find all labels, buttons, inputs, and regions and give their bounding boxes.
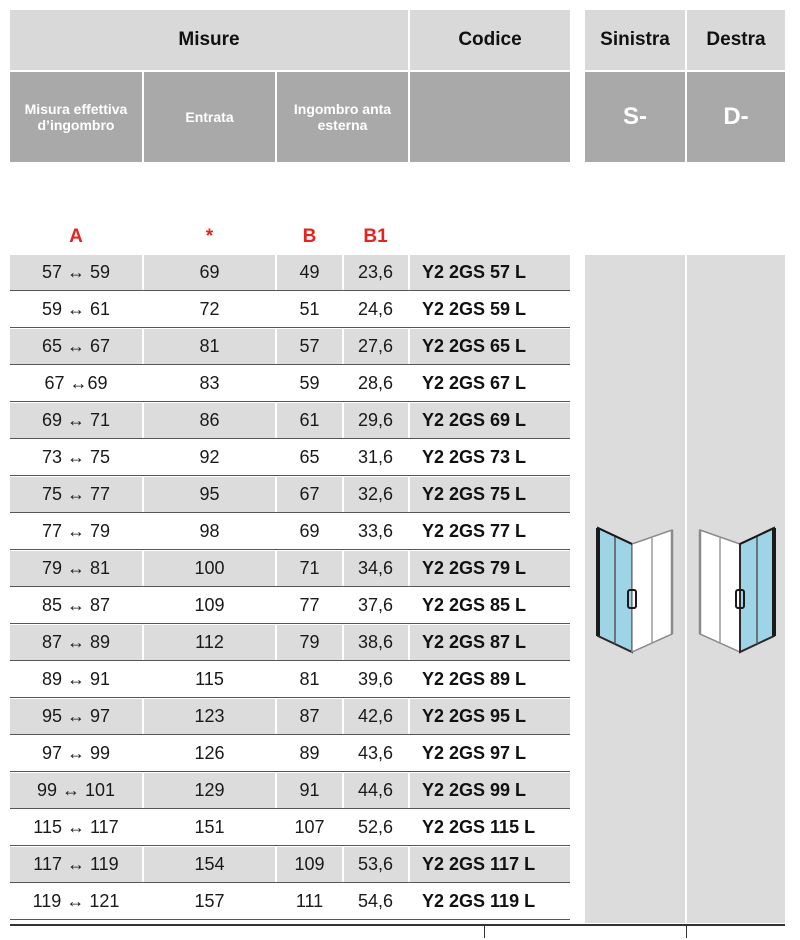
cell-code: Y2 2GS 89 L [422,669,527,689]
cell-code: Y2 2GS 79 L [422,558,527,578]
cell-a: 69 ↔ 71 [41,410,111,430]
cell-entrata: 72 [199,299,220,319]
cell-code: Y2 2GS 87 L [422,632,527,652]
header-codice: Codice [410,10,570,70]
letter-a: A [69,226,83,247]
cell-entrata: 154 [194,854,225,874]
cell-b1: 29,6 [357,410,394,430]
cell-a: 79 ↔ 81 [41,558,111,578]
table-row [10,366,570,402]
cell-entrata: 86 [199,410,220,430]
column-divider [275,255,277,290]
table-row [10,514,570,550]
table-row [10,662,570,698]
cell-b1: 33,6 [357,521,394,541]
column-divider [142,477,144,512]
column-divider [408,477,410,512]
cell-b1: 27,6 [357,336,394,356]
column-divider [342,847,344,882]
cell-code: Y2 2GS 59 L [422,299,527,319]
cell-code: Y2 2GS 65 L [422,336,527,356]
cell-entrata: 126 [194,743,225,763]
cell-a: 57 ↔ 59 [41,262,111,282]
cell-b1: 32,6 [357,484,394,504]
column-divider [142,847,144,882]
subheader-sinistra: S- [585,72,685,162]
table-row [10,329,570,365]
cell-b: 107 [294,817,325,837]
table-row [10,255,570,291]
cell-b: 61 [299,410,320,430]
table-row [10,847,570,883]
cell-code: Y2 2GS 99 L [422,780,527,800]
cell-b1: 31,6 [357,447,394,467]
cell-a: 119 ↔ 121 [32,891,120,911]
cell-a: 59 ↔ 61 [41,299,111,319]
cell-b: 77 [299,595,320,615]
shower-enclosure-left-icon [590,518,680,658]
cell-entrata: 98 [199,521,220,541]
cell-entrata: 109 [194,595,225,615]
cell-b1: 39,6 [357,669,394,689]
column-divider [142,773,144,808]
cell-a: 65 ↔ 67 [41,336,111,356]
column-divider [408,255,410,290]
column-divider [142,699,144,734]
column-divider [408,625,410,660]
cell-entrata: 123 [194,706,225,726]
shower-enclosure-right-icon [692,518,782,658]
cell-code: Y2 2GS 95 L [422,706,527,726]
table-row [10,403,570,439]
cell-b: 87 [299,706,320,726]
cell-b1: 34,6 [357,558,394,578]
table-row [10,773,570,809]
cell-code: Y2 2GS 69 L [422,410,527,430]
header-sinistra: Sinistra [585,10,685,70]
table-row [10,625,570,661]
header-destra: Destra [687,10,785,70]
cell-b1: 43,6 [357,743,394,763]
cell-entrata: 112 [195,632,224,652]
cell-code: Y2 2GS 67 L [422,373,527,393]
cell-entrata: 157 [194,891,225,911]
letter-star: * [205,226,214,247]
cell-a: 115 ↔ 117 [33,817,119,837]
subheader-misura-effettiva: Misura effettiva d’ingombro [10,72,142,162]
cell-code: Y2 2GS 97 L [422,743,527,763]
cell-b1: 42,6 [357,706,394,726]
bottom-rule [10,924,785,926]
subheader-ingombro-anta: Ingombro anta esterna [277,72,408,162]
cell-a: 67 ↔69 [44,373,108,393]
column-divider [342,329,344,364]
cell-code: Y2 2GS 85 L [422,595,527,615]
cell-entrata: 115 [195,669,224,689]
table-row [10,884,570,920]
cell-b: 49 [299,262,320,282]
cell-b1: 52,6 [357,817,394,837]
table-row [10,588,570,624]
column-divider [142,551,144,586]
column-divider [142,403,144,438]
cell-b: 51 [299,299,320,319]
column-divider [142,255,144,290]
cell-a: 99 ↔ 101 [36,780,116,800]
column-divider [275,625,277,660]
cell-b1: 38,6 [357,632,394,652]
column-divider [275,551,277,586]
bottom-tick-left [484,926,485,938]
cell-entrata: 92 [199,447,220,467]
cell-a: 95 ↔ 97 [41,706,111,726]
cell-a: 117 ↔ 119 [33,854,119,874]
column-divider [142,329,144,364]
column-divider [408,847,410,882]
header-misure: Misure [10,10,408,70]
column-divider [275,699,277,734]
column-divider [342,403,344,438]
cell-entrata: 151 [194,817,225,837]
column-divider [342,255,344,290]
cell-a: 89 ↔ 91 [41,669,111,689]
cell-b1: 54,6 [357,891,394,911]
table-row [10,551,570,587]
subheader-entrata: Entrata [144,72,275,162]
cell-b: 71 [299,558,320,578]
cell-entrata: 100 [194,558,225,578]
cell-a: 75 ↔ 77 [41,484,111,504]
cell-code: Y2 2GS 77 L [422,521,527,541]
cell-a: 73 ↔ 75 [41,447,111,467]
table-row [10,292,570,328]
column-divider [275,477,277,512]
cell-entrata: 83 [199,373,220,393]
column-divider [408,773,410,808]
column-divider [342,773,344,808]
cell-entrata: 81 [199,336,220,356]
cell-code: Y2 2GS 117 L [422,854,536,874]
cell-b1: 37,6 [357,595,394,615]
cell-b: 57 [299,336,320,356]
cell-b: 65 [299,447,320,467]
column-divider [408,403,410,438]
cell-b1: 53,6 [357,854,394,874]
column-divider [142,625,144,660]
subheader-codice-blank [410,72,570,162]
column-divider [342,551,344,586]
cell-b: 69 [299,521,320,541]
cell-entrata: 69 [199,262,220,282]
cell-b1: 28,6 [357,373,394,393]
cell-b: 111 [295,891,324,911]
cell-code: Y2 2GS 73 L [422,447,527,467]
subheader-destra: D- [687,72,785,162]
column-divider [342,699,344,734]
cell-a: 97 ↔ 99 [41,743,111,763]
cell-b1: 24,6 [357,299,394,319]
column-divider [275,329,277,364]
column-divider [342,477,344,512]
cell-a: 87 ↔ 89 [41,632,111,652]
cell-code: Y2 2GS 115 L [422,817,536,837]
letter-b: B [302,226,317,247]
cell-code: Y2 2GS 75 L [422,484,527,504]
column-divider [408,699,410,734]
bottom-tick-right [686,926,687,938]
cell-b1: 23,6 [357,262,394,282]
column-divider [408,329,410,364]
letter-b1: B1 [363,226,388,247]
column-divider [408,551,410,586]
cell-a: 85 ↔ 87 [41,595,111,615]
cell-entrata: 129 [194,780,225,800]
cell-code: Y2 2GS 57 L [422,262,527,282]
column-divider [275,773,277,808]
table-row [10,440,570,476]
cell-b: 91 [299,780,320,800]
table-row [10,810,570,846]
cell-b: 67 [299,484,320,504]
cell-b: 109 [294,854,325,874]
column-divider [275,403,277,438]
table-row [10,699,570,735]
column-divider [342,625,344,660]
column-divider [275,847,277,882]
cell-b: 79 [299,632,320,652]
table-row [10,736,570,772]
table-row [10,477,570,513]
cell-code: Y2 2GS 119 L [422,891,536,911]
cell-a: 77 ↔ 79 [41,521,111,541]
cell-b1: 44,6 [357,780,394,800]
cell-b: 81 [299,669,320,689]
cell-entrata: 95 [199,484,220,504]
cell-b: 59 [299,373,320,393]
cell-b: 89 [299,743,320,763]
